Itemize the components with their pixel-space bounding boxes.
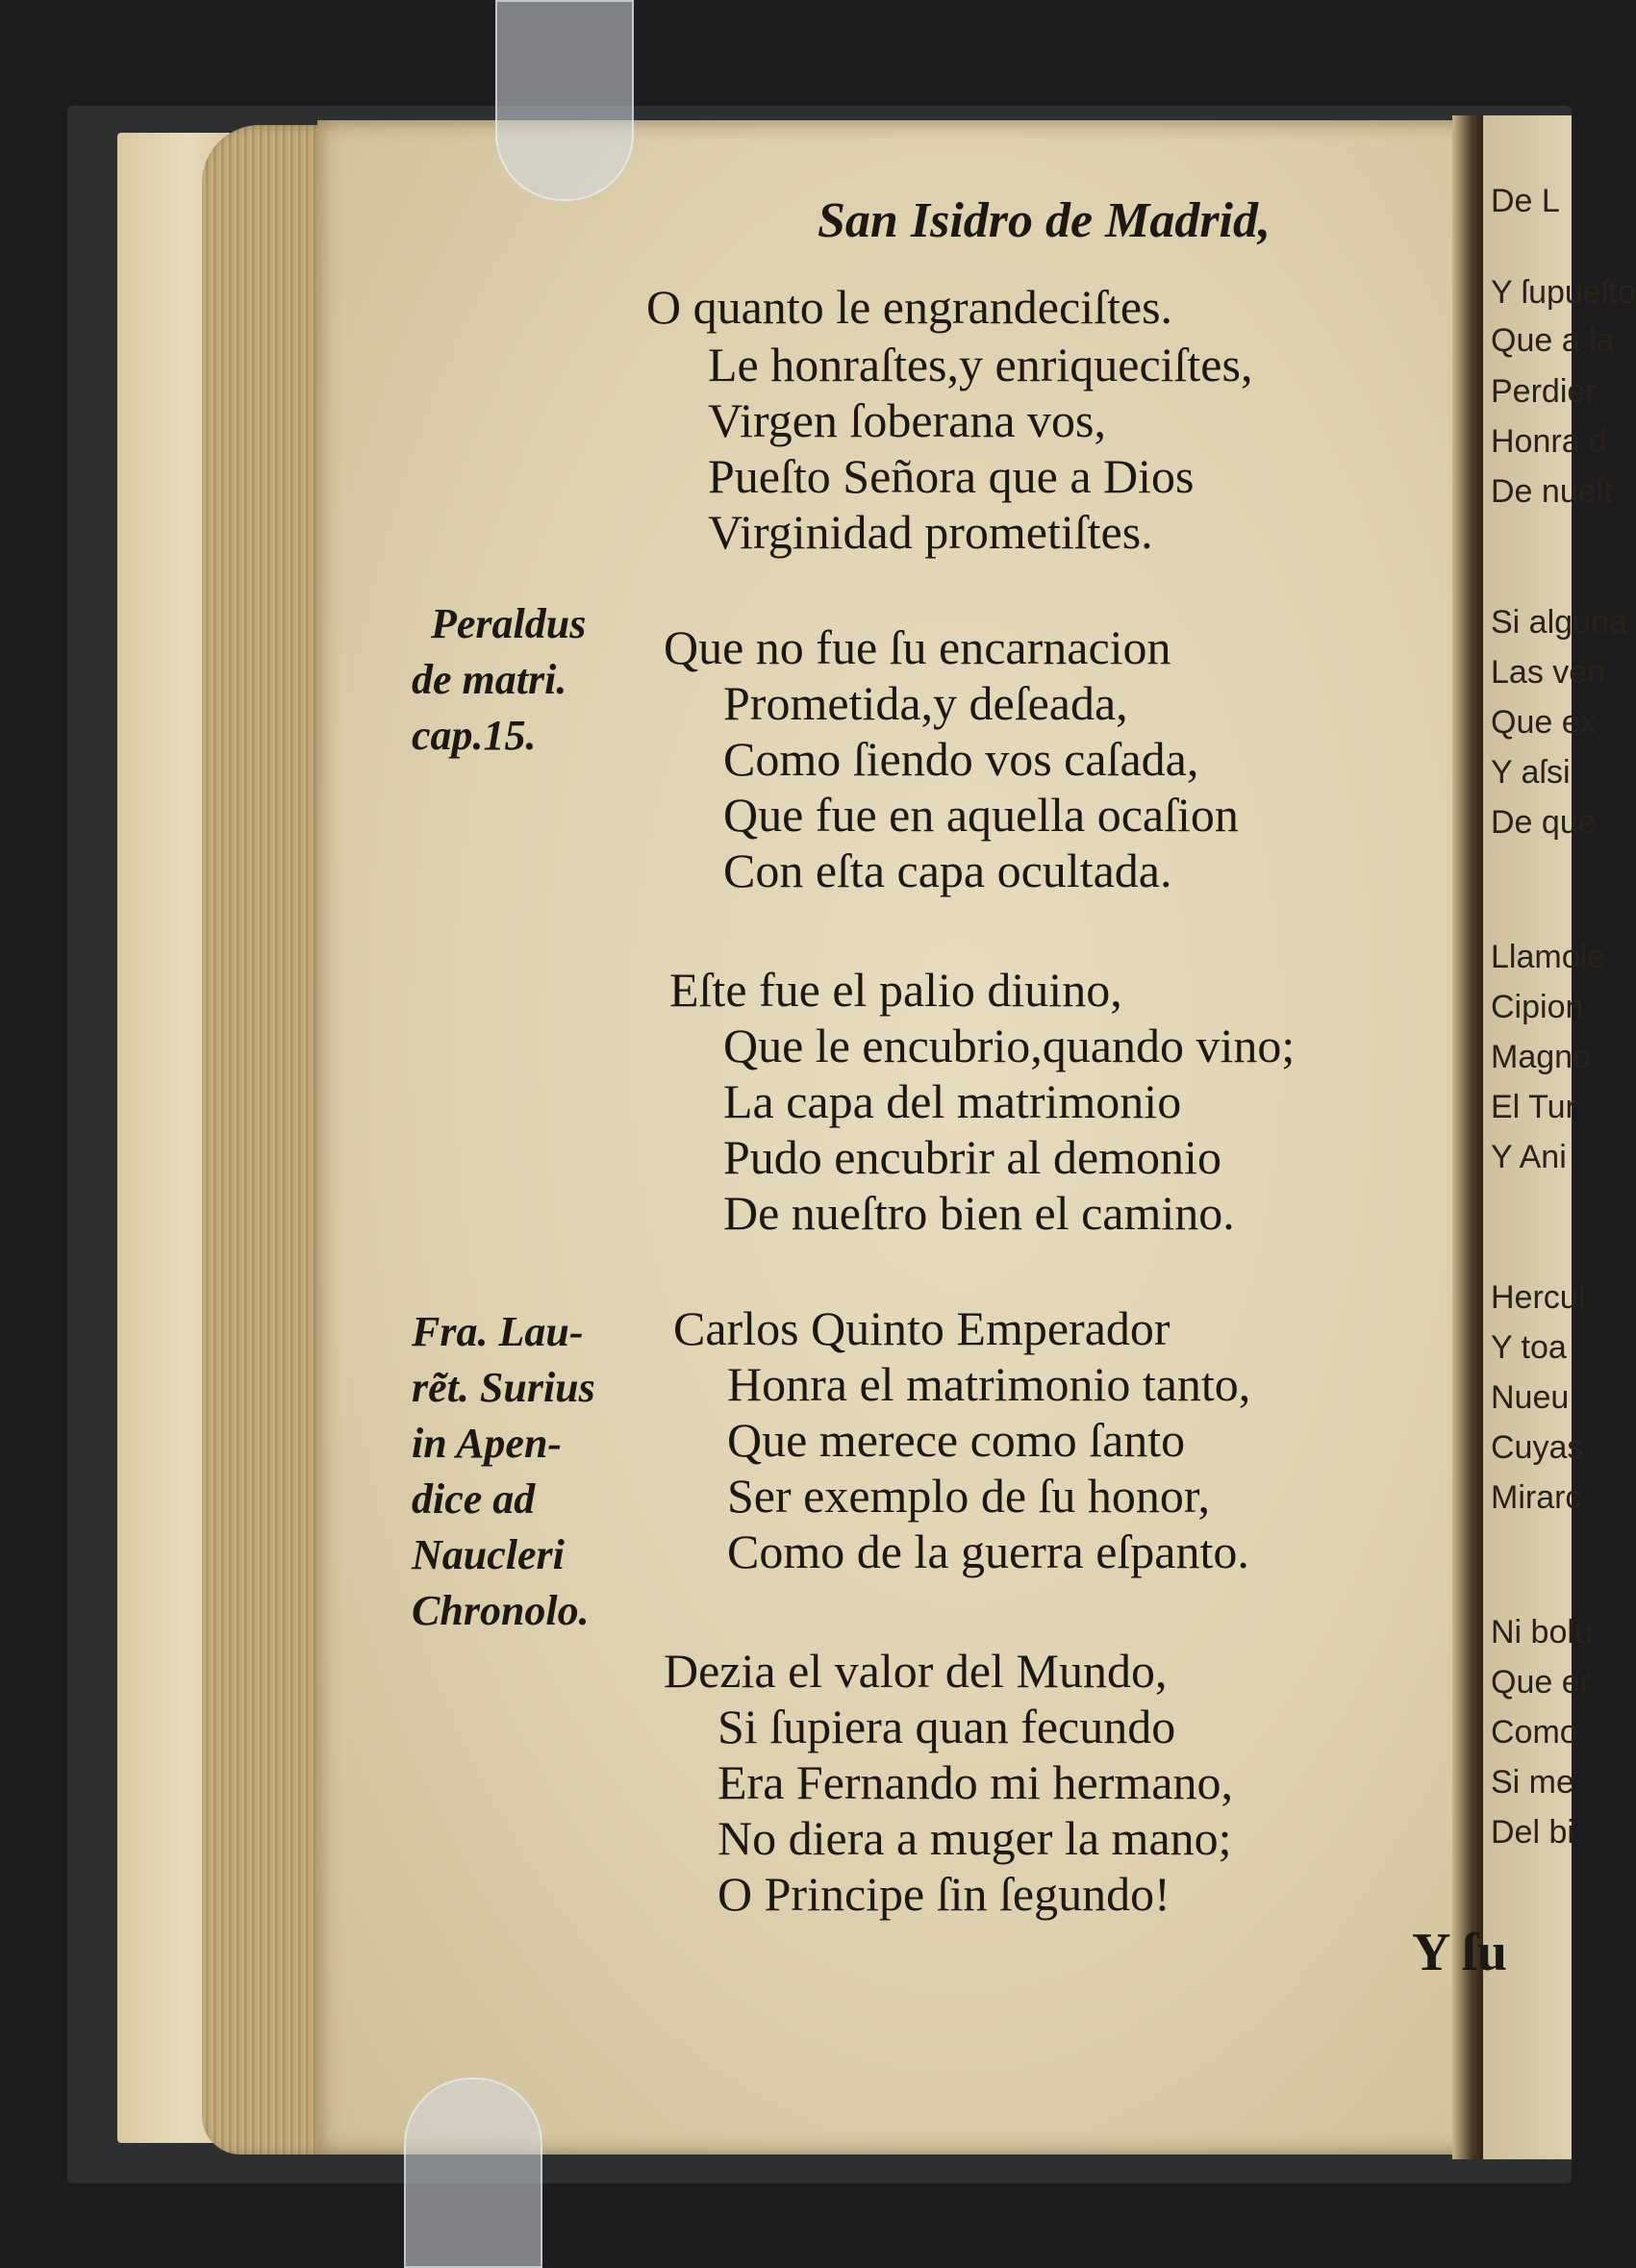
verse-line: Virginidad prometiſtes. <box>708 505 1153 559</box>
marginal-note-line: rẽt. Surius <box>412 1364 595 1411</box>
facing-page-fragment: Nueu <box>1491 1379 1570 1416</box>
verse-line: Como ſiendo vos caſada, <box>723 732 1199 786</box>
verse-line: No diera a muger la mano; <box>717 1811 1232 1865</box>
facing-page-fragment: Si alguna <box>1491 604 1627 641</box>
facing-page-fragment: De nueſt <box>1491 473 1613 510</box>
verse-line: La capa del matrimonio <box>723 1074 1182 1128</box>
facing-page-fragment: Las ven <box>1491 654 1606 691</box>
facing-page-fragment: Llamole <box>1491 939 1606 975</box>
facing-page-fragment: Que a la <box>1491 322 1615 359</box>
verse-line: Ser exemplo de ſu honor, <box>727 1469 1211 1523</box>
verse-line: O quanto le engrandeciſtes. <box>646 280 1173 334</box>
verse-line: O Principe ſin ſegundo! <box>717 1867 1170 1921</box>
marginal-note-line: in Apen- <box>412 1420 563 1467</box>
facing-page <box>1483 115 1636 2159</box>
facing-page-fragment: Que ex <box>1491 704 1597 741</box>
marginal-note-line: Fra. Lau- <box>412 1308 584 1355</box>
running-head: San Isidro de Madrid, <box>818 193 1271 248</box>
facing-page-fragment: Hercul <box>1491 1279 1586 1316</box>
facing-page-fragment: De que <box>1491 804 1597 841</box>
verse-line: Virgen ſoberana vos, <box>708 393 1107 447</box>
marginal-note-line: Naucleri <box>412 1531 565 1578</box>
verse-line: Que merece como ſanto <box>727 1413 1186 1467</box>
facing-page-fragment: Honra d <box>1491 423 1607 460</box>
verse-line: Honra el matrimonio tanto, <box>727 1357 1251 1411</box>
facing-page-fragment: Ni bolu <box>1491 1614 1593 1651</box>
verse-line: Pudo encubrir al demonio <box>723 1130 1221 1184</box>
facing-page-fragment: Que er <box>1491 1664 1591 1701</box>
verse-line: Era Fernando mi hermano, <box>717 1755 1233 1809</box>
facing-page-fragment: Mirarc <box>1491 1479 1582 1516</box>
verse-line: Que fue en aquella ocaſion <box>723 788 1239 842</box>
facing-page-fragment: El Tur <box>1491 1089 1576 1125</box>
facing-page-fragment: Cipion <box>1491 989 1584 1025</box>
facing-page-fragment: Perdier <box>1491 373 1597 410</box>
facing-page-fragment: Y Ani <box>1491 1139 1567 1175</box>
verse-line: Dezia el valor del Mundo, <box>664 1644 1168 1698</box>
facing-page-fragment: Y ſupueſto <box>1491 274 1636 311</box>
verse-line: Prometida,y deſeada, <box>723 676 1128 730</box>
facing-page-fragment: Como <box>1491 1714 1578 1751</box>
facing-page-fragment: Cuyas <box>1491 1429 1584 1466</box>
verse-line: Como de la guerra eſpanto. <box>727 1525 1249 1578</box>
marginal-note-line: dice ad <box>412 1475 536 1523</box>
marginal-note-line: cap.15. <box>412 712 537 759</box>
verse-line: Con eſta capa ocultada. <box>723 844 1172 897</box>
facing-page-fragment: Si me <box>1491 1764 1574 1801</box>
facing-page-fragment: Magno <box>1491 1039 1591 1075</box>
page-clip-top <box>495 0 634 201</box>
facing-page-fragment: De L <box>1491 183 1560 219</box>
verse-line: Si ſupiera quan fecundo <box>717 1700 1176 1753</box>
verse-line: De nueſtro bien el camino. <box>723 1186 1235 1240</box>
marginal-note-line: Chronolo. <box>412 1587 590 1634</box>
verse-line: Pueſto Señora que a Dios <box>708 449 1195 503</box>
verse-line: Eſte fue el palio diuino, <box>669 963 1122 1017</box>
verse-line: Que no fue ſu encarnacion <box>664 620 1171 674</box>
facing-page-fragment: Y aſsi <box>1491 754 1571 791</box>
catchword: Y ſu <box>1412 1923 1508 1982</box>
verse-line: Le honraſtes,y enriqueciſtes, <box>708 338 1253 391</box>
page-block-edges <box>202 125 327 2155</box>
verse-line: Carlos Quinto Emperador <box>673 1301 1170 1355</box>
verse-line: Que le encubrio,quando vino; <box>723 1019 1296 1072</box>
facing-page-fragment: Del bi <box>1491 1814 1574 1851</box>
marginal-note-line: de matri. <box>412 656 567 703</box>
book-gutter <box>1452 115 1485 2159</box>
marginal-note-line: Peraldus <box>431 600 587 647</box>
page-clip-bottom <box>404 2078 542 2268</box>
facing-page-fragment: Y toa <box>1491 1329 1567 1366</box>
